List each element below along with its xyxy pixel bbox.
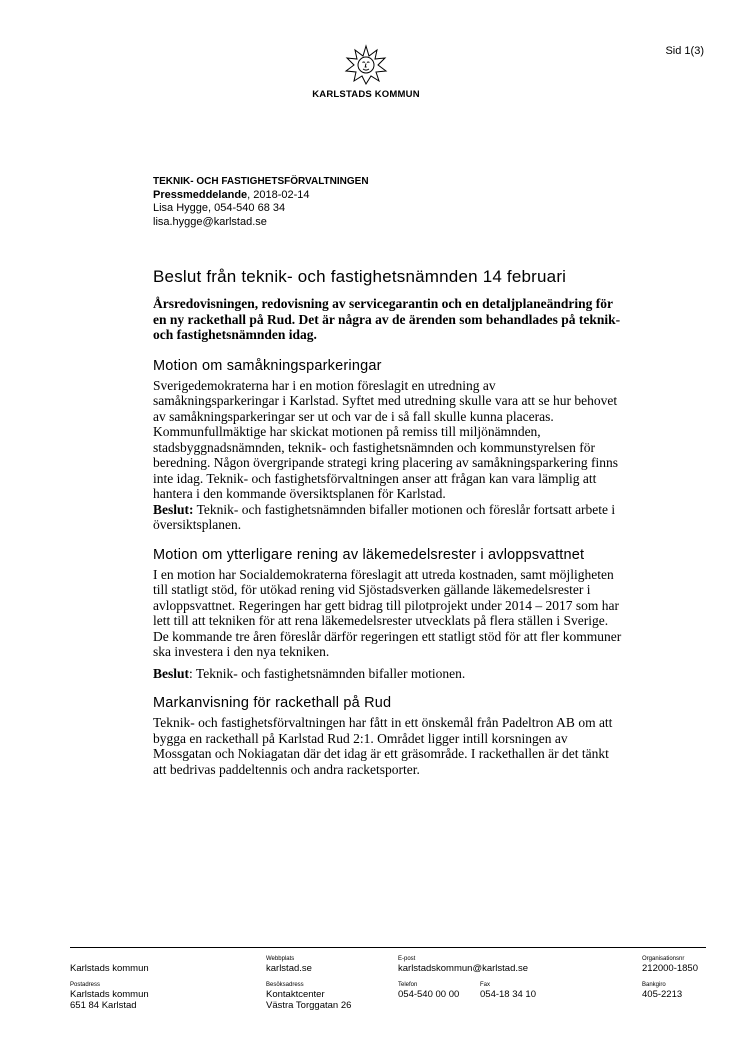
article <box>153 266 623 790</box>
footer-divider <box>70 947 706 948</box>
decision-label: Beslut: <box>153 501 194 517</box>
section-body: Sverigedemokraterna har i en motion föreslagit en utredning av samåkningsparkeringar i Karlstad. Syftet med utredning skulle vara att se hur behovet av samåkningsparkeringar ser ut och var de i så fall skulle kunna placeras. Kommunfullmäktige har skickat motionen på remiss till miljönämnden, stadsbyggnadsnämnden, teknik- och fastighetsnämnden och kommunstyrelsen för beredning. Någon övergripande strategi kring placering av samåkningsparkering finns inte idag. Teknik- och fastighetsförvaltningen anser att frågan kan vara lämplig att hantera i den kommande översiktsplanen för Karlstad. <box>153 377 618 501</box>
department-name: TEKNIK- OCH FASTIGHETSFÖRVALTNINGEN <box>153 176 369 187</box>
footer-postal-line1: Karlstads kommun <box>70 989 149 1000</box>
decision-text: Teknik- och fastighetsnämnden bifaller motionen och föreslår fortsatt arbete i översiktsplanen. <box>153 501 616 532</box>
article-title: Beslut från teknik- och fastighetsnämnden 14 februari <box>153 267 567 286</box>
footer-web <box>266 955 312 974</box>
footer-email-value: karlstadskommun@karlstad.se <box>398 963 529 974</box>
footer-name: Karlstads kommun <box>70 963 149 974</box>
footer-fax-value: 054-18 34 10 <box>480 989 536 1000</box>
footer-orgnr-label: Organisationsnr <box>642 956 685 962</box>
section-decision <box>153 502 623 533</box>
footer-bank-value: 405-2213 <box>642 989 683 1000</box>
section-rackethall <box>153 694 623 777</box>
footer-fax-label: Fax <box>480 982 491 988</box>
footer-bank <box>642 981 682 1000</box>
decision-label: Beslut <box>153 665 190 681</box>
logo <box>300 44 432 100</box>
footer-email-label: E-post <box>398 956 416 962</box>
press-release-line <box>153 189 369 203</box>
doc-type: Pressmeddelande <box>153 188 248 201</box>
footer-orgnr <box>642 955 698 974</box>
footer-visit <box>266 981 351 1011</box>
contact-person: Lisa Hygge, 054-540 68 34 <box>153 202 286 214</box>
footer-bank-label: Bankgiro <box>642 982 666 988</box>
section-heading: Motion om ytterligare rening av läkemedelsrester i avloppsvattnet <box>153 546 585 563</box>
org-name: KARLSTADS KOMMUN <box>312 89 420 100</box>
footer-web-label: Webbplats <box>266 956 295 962</box>
section-samakning <box>153 357 623 533</box>
footer-orgnr-value: 212000-1850 <box>642 963 698 974</box>
section-lakemedelsrester <box>153 546 623 682</box>
footer-visit-line2: Västra Torggatan 26 <box>266 1000 352 1011</box>
sender-block <box>153 175 369 229</box>
footer-visit-label: Besöksadress <box>266 982 304 988</box>
footer-postal-label: Postadress <box>70 982 101 988</box>
footer-web-value: karlstad.se <box>266 963 312 974</box>
section-decision <box>153 666 623 682</box>
decision-text: : Teknik- och fastighetsnämnden bifaller motionen. <box>189 665 466 681</box>
footer-visit-line1: Kontaktcenter <box>266 989 325 1000</box>
footer-email <box>398 955 528 974</box>
page-number: Sid 1(3) <box>665 45 704 57</box>
section-heading: Motion om samåkningsparkeringar <box>153 357 382 374</box>
footer-fax <box>480 981 536 1000</box>
contact-email: lisa.hygge@karlstad.se <box>153 215 267 228</box>
section-body: Teknik- och fastighetsförvaltningen har fått in ett önskemål från Padeltron AB om att bygga en rackethall på Karlstad Rud 2:1. Området ligger intill korsningen av Mossgatan och Nokiagatan där det idag är ett gräsområde. I rackethallen är det tänkt att bedrivas paddeltennis och andra racketsporter. <box>153 715 613 777</box>
footer-phone-value: 054-540 00 00 <box>398 989 460 1000</box>
footer-postal <box>70 981 149 1011</box>
doc-date: , 2018-02-14 <box>247 188 310 201</box>
footer-phone <box>398 981 459 1000</box>
footer-postal-line2: 651 84 Karlstad <box>70 1000 137 1011</box>
sun-face-icon <box>344 44 388 86</box>
section-body: I en motion har Socialdemokraterna föreslagit att utreda kostnaden, samt möjligheten till statligt stöd, för utökad rening vid Sjöstadsverken gällande läkemedelsrester i avloppsvattnet. Regeringen har gett bidrag till pilotprojekt under 2014 – 2017 som har lett till att tekniken för att rena läkemedelsrester utvecklats på flera ställen i Sverige. De kommande tre åren föreslår därför regeringen ett statligt stöd för att fler kommuner ska investera i den nya tekniken. <box>153 566 622 659</box>
footer-phone-label: Telefon <box>398 982 418 988</box>
section-heading: Markanvisning för rackethall på Rud <box>153 695 392 711</box>
article-ingress: Årsredovisningen, redovisning av servicegarantin och en detaljplaneändring för en ny rackethall på Rud. Det är några av de ärenden som behandlades på teknik- och fastighetsnämnden idag. <box>153 296 621 342</box>
